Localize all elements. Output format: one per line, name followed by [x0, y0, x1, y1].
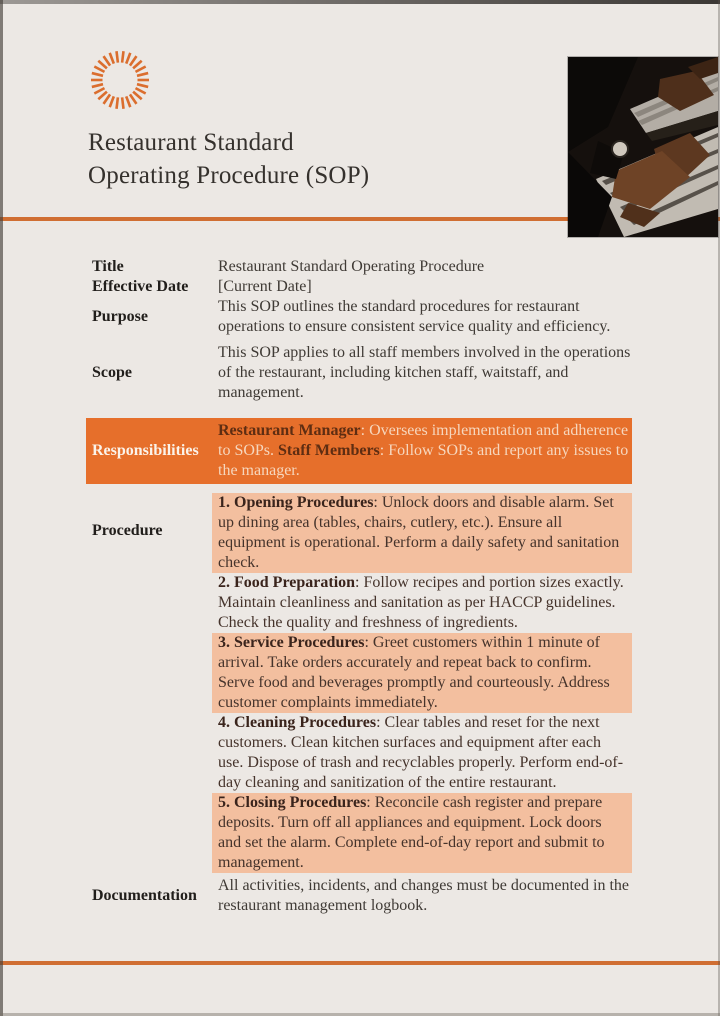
row-label-procedure: Procedure	[92, 522, 163, 539]
procedure-step-1-opening: 1. Opening Procedures: Unlock doors and disable alarm. Set up dining area (tables, chairs, cutlery, etc.). Ensure all equipment is operational. Perform a daily safety and sanitation check.	[212, 493, 632, 573]
procedure-steps	[212, 493, 632, 873]
sop-table	[86, 257, 632, 916]
row-label-effective-date: Effective Date	[92, 278, 189, 295]
row-label-scope: Scope	[92, 364, 132, 381]
table-row-responsibilities	[86, 418, 632, 484]
sunburst-logo-icon	[89, 49, 151, 111]
page-edge-top	[0, 0, 720, 4]
row-label-responsibilities: Responsibilities	[92, 442, 199, 459]
procedure-step-2-food-prep: 2. Food Preparation: Follow recipes and portion sizes exactly. Maintain cleanliness and sanitation as per HACCP guidelines. Check the quality and freshness of ingredients.	[218, 574, 624, 631]
row-value-documentation: All activities, incidents, and changes must be documented in the restaurant management logbook.	[218, 877, 630, 914]
table-row-purpose	[86, 297, 632, 337]
bottom-orange-rule	[0, 961, 720, 965]
table-row-documentation	[86, 876, 632, 916]
page-title-line2: Operating Procedure (SOP)	[88, 162, 370, 189]
hands-typing-photo	[568, 57, 718, 237]
row-label-purpose: Purpose	[92, 308, 148, 325]
page-title-line1: Restaurant Standard	[88, 129, 294, 156]
page-title	[88, 126, 369, 192]
row-value-title: Restaurant Standard Operating Procedure	[218, 258, 485, 275]
table-row-procedure	[86, 493, 632, 873]
row-value-purpose: This SOP outlines the standard procedures for restaurant operations to ensure consistent service quality and efficiency.	[218, 298, 611, 335]
page-edge-left	[0, 0, 3, 1016]
table-row-title	[86, 257, 632, 277]
procedure-step-3-service: 3. Service Procedures: Greet customers within 1 minute of arrival. Take orders accurately and repeat back to confirm. Serve food and beverages promptly and courteously. Address customer complaints immediately.	[212, 633, 632, 713]
procedure-step-5-closing: 5. Closing Procedures: Reconcile cash register and prepare deposits. Turn off all appliances and equipment. Lock doors and set the alarm. Complete end-of-day report and submit to management.	[212, 793, 632, 873]
row-value-scope: This SOP applies to all staff members involved in the operations of the restaurant, including kitchen staff, waitstaff, and management.	[218, 344, 631, 401]
row-label-documentation: Documentation	[92, 887, 197, 904]
table-row-effective-date	[86, 277, 632, 297]
row-label-title: Title	[92, 258, 124, 275]
row-value-responsibilities: Restaurant Manager: Oversees implementation and adherence to SOPs. Staff Members: Follow SOPs and report any issues to the manager.	[218, 422, 629, 479]
table-row-scope	[86, 343, 632, 403]
procedure-step-4-cleaning: 4. Cleaning Procedures: Clear tables and reset for the next customers. Clean kitchen surfaces and equipment after each use. Dispose of trash and recyclables properly. Perform end-of-day cleaning and sanitization of the entire restaurant.	[218, 714, 624, 791]
row-value-effective-date: [Current Date]	[218, 278, 312, 295]
